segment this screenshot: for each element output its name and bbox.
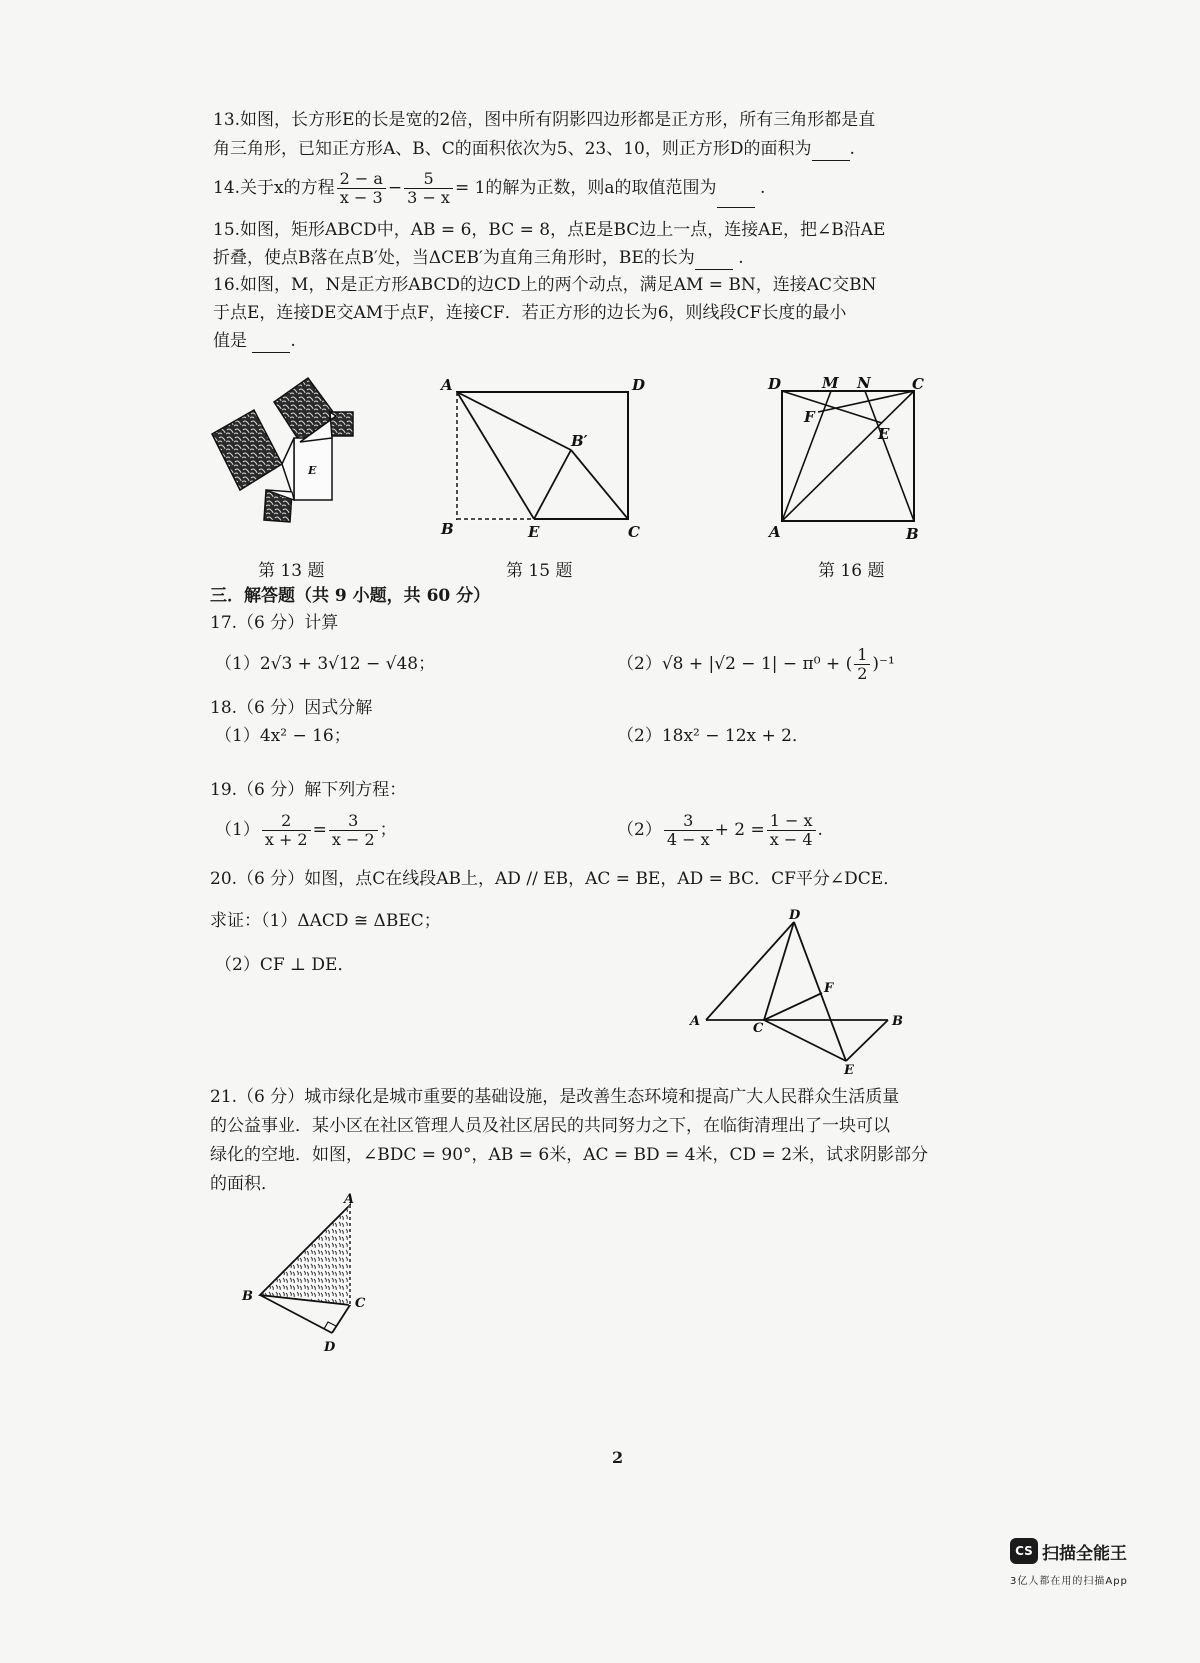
- square-a: [212, 410, 282, 490]
- q16-line2: 于点E，连接DE交AM于点F，连接CF．若正方形的边长为6，则线段CF长度的最小: [213, 303, 847, 323]
- fraction-numerator: 5: [404, 170, 453, 189]
- label-e: E: [528, 523, 540, 541]
- fraction-denominator: x − 4: [769, 830, 813, 849]
- label-d: D: [768, 375, 782, 393]
- label-n: N: [857, 374, 871, 392]
- q14-eq-text: = 1的解为正数，则a的取值范围为: [454, 178, 717, 198]
- caption-15: 第 15 题: [506, 561, 573, 581]
- label-e: E: [878, 425, 890, 443]
- q19-p2-end: .: [817, 820, 823, 840]
- answer-blank: [717, 189, 755, 208]
- segment-cd: [332, 1305, 350, 1333]
- q13-line2: [213, 137, 855, 161]
- fraction-numerator: 1: [854, 646, 870, 665]
- label-m: M: [822, 374, 839, 392]
- q19-part1: [215, 810, 397, 850]
- q19-part2: [617, 810, 823, 850]
- q18-part2: （2）18x² − 12x + 2．: [617, 726, 809, 746]
- q21-line1: 21.（6 分）城市绿化是城市重要的基础设施，是改善生态环境和提高广大人民群众生活质量: [210, 1087, 900, 1107]
- q16-end: .: [290, 331, 296, 351]
- q13-line2-text: 角三角形，已知正方形A、B、C的面积依次为5、23、10，则正方形D的面积为: [213, 139, 812, 159]
- fraction-denominator: 4 − x: [666, 830, 710, 849]
- q13-line1: 13.如图，长方形E的长是宽的2倍，图中所有阴影四边形都是正方形，所有三角形都是直: [213, 110, 876, 130]
- q14-fraction-1: [337, 170, 386, 207]
- label-d: D: [324, 1340, 336, 1355]
- segment-eb-prime: [534, 450, 571, 519]
- q20-part1: 求证：（1）ΔACD ≅ ΔBEC；: [210, 911, 441, 931]
- caption-16: 第 16 题: [818, 561, 885, 581]
- label-c: C: [753, 1021, 764, 1036]
- fraction-numerator: 1 − x: [767, 812, 816, 831]
- fraction-numerator: 2: [262, 812, 311, 831]
- label-f: F: [824, 981, 834, 996]
- label-b: B: [242, 1289, 253, 1304]
- q19-p1-fraction-1: [262, 812, 311, 849]
- q14-end: .: [759, 178, 766, 198]
- q15-line1: 15.如图，矩形ABCD中，AB = 6，BC = 8，点E是BC边上一点，连接AE，把∠B沿AE: [213, 220, 886, 240]
- fraction-numerator: 2 − a: [337, 170, 386, 189]
- q16-line1: 16.如图，M，N是正方形ABCD的边CD上的两个动点，满足AM = BN，连接AC交BN: [213, 275, 877, 295]
- q15-end: .: [738, 248, 744, 268]
- answer-blank: [812, 142, 850, 161]
- label-b: B: [441, 520, 454, 538]
- segment-ad: [706, 922, 794, 1020]
- q18-title: 18.（6 分）因式分解: [210, 698, 373, 718]
- q21-line3: 绿化的空地．如图，∠BDC = 90°，AB = 6米，AC = BD = 4米，CD = 2米，试求阴影部分: [210, 1145, 929, 1165]
- q19-p2-mid: + 2 =: [714, 820, 765, 840]
- label-f: F: [804, 408, 815, 426]
- label-a: A: [690, 1014, 701, 1029]
- segment-ac: [782, 391, 914, 521]
- q13-end: .: [849, 139, 855, 159]
- q14-line: [213, 168, 765, 208]
- q17-fraction: [854, 646, 870, 683]
- brand-name: 扫描全能王: [1042, 1544, 1127, 1564]
- label-c: C: [355, 1296, 366, 1311]
- q19-p1-fraction-2: [329, 812, 378, 849]
- q19-p1-label: （1）: [215, 820, 260, 840]
- q21-line2: 的公益事业．某小区在社区管理人员及社区居民的共同努力之下，在临街清理出了一块可以: [210, 1116, 890, 1136]
- q19-title: 19.（6 分）解下列方程：: [210, 780, 407, 800]
- label-b-prime: B′: [571, 432, 588, 450]
- answer-blank: [252, 334, 290, 353]
- segment-cd: [764, 922, 794, 1020]
- label-b: B: [892, 1014, 903, 1029]
- q14-prefix: 14.关于x的方程: [213, 178, 335, 198]
- segment-cf: [764, 993, 822, 1020]
- q21-line4: 的面积．: [210, 1174, 278, 1194]
- label-a: A: [441, 376, 453, 394]
- q19-p1-end: ；: [379, 820, 397, 840]
- segment-bn: [865, 391, 914, 521]
- shaded-triangle-abc: [260, 1205, 350, 1305]
- rectangle-abcd: [457, 392, 628, 519]
- q15-line2: [213, 246, 744, 270]
- label-a: A: [769, 523, 781, 541]
- fraction-denominator: x + 2: [264, 830, 308, 849]
- q17-part2-b: )⁻¹: [872, 654, 895, 674]
- caption-13: 第 13 题: [258, 561, 325, 581]
- label-e: E: [844, 1063, 854, 1078]
- fraction-denominator: x − 3: [339, 188, 383, 207]
- fraction-denominator: x − 2: [331, 830, 375, 849]
- q16-line3: [213, 329, 296, 353]
- brand-subtitle: 3亿人都在用的扫描App: [1010, 1576, 1128, 1587]
- fraction-numerator: 3: [664, 812, 713, 831]
- label-c: C: [628, 523, 640, 541]
- fraction-denominator: 3 − x: [407, 188, 450, 207]
- figure-16: [765, 372, 945, 547]
- section-3-heading: 三．解答题（共 9 小题，共 60 分）: [210, 586, 491, 606]
- label-a: A: [344, 1192, 355, 1207]
- q16-line3-text: 值是: [213, 331, 247, 351]
- q17-part2: [617, 644, 895, 684]
- q15-line2-text: 折叠，使点B落在点B′处，当ΔCEB′为直角三角形时，BE的长为: [213, 248, 695, 268]
- camscanner-logo-icon: CS: [1010, 1538, 1038, 1564]
- fraction-denominator: 2: [857, 664, 868, 683]
- q17-title: 17.（6 分）计算: [210, 613, 339, 633]
- segment-be: [846, 1020, 888, 1061]
- label-b: B: [906, 525, 919, 543]
- q17-part1: （1）2√3 + 3√12 − √48；: [215, 654, 436, 674]
- q19-p1-eq: =: [312, 820, 327, 840]
- label-d: D: [789, 908, 801, 923]
- figure-13: [210, 372, 370, 532]
- q19-p2-fraction-1: [664, 812, 713, 849]
- q19-p2-label: （2）: [617, 820, 662, 840]
- q14-fraction-2: [404, 170, 453, 207]
- q14-minus: −: [387, 178, 403, 198]
- q20-part2: （2）CF ⊥ DE．: [215, 955, 355, 975]
- segment-de: [794, 922, 846, 1061]
- q20-line1: 20.（6 分）如图，点C在线段AB上，AD // EB，AC = BE，AD = BC．CF平分∠DCE．: [210, 869, 901, 889]
- q17-part2-a: （2）√8 + |√2 − 1| − π⁰ + (: [617, 654, 853, 674]
- answer-blank: [695, 251, 733, 270]
- figure-21: [240, 1193, 390, 1363]
- q19-p2-fraction-2: [767, 812, 816, 849]
- page-number: 2: [612, 1448, 624, 1467]
- label-d: D: [632, 376, 646, 394]
- label-e: E: [308, 464, 317, 477]
- segment-b-prime-c: [571, 450, 628, 519]
- figure-20: [686, 905, 926, 1078]
- fraction-numerator: 3: [329, 812, 378, 831]
- q18-part1: （1）4x² − 16；: [215, 726, 351, 746]
- label-c: C: [912, 375, 924, 393]
- figure-15: [437, 372, 667, 542]
